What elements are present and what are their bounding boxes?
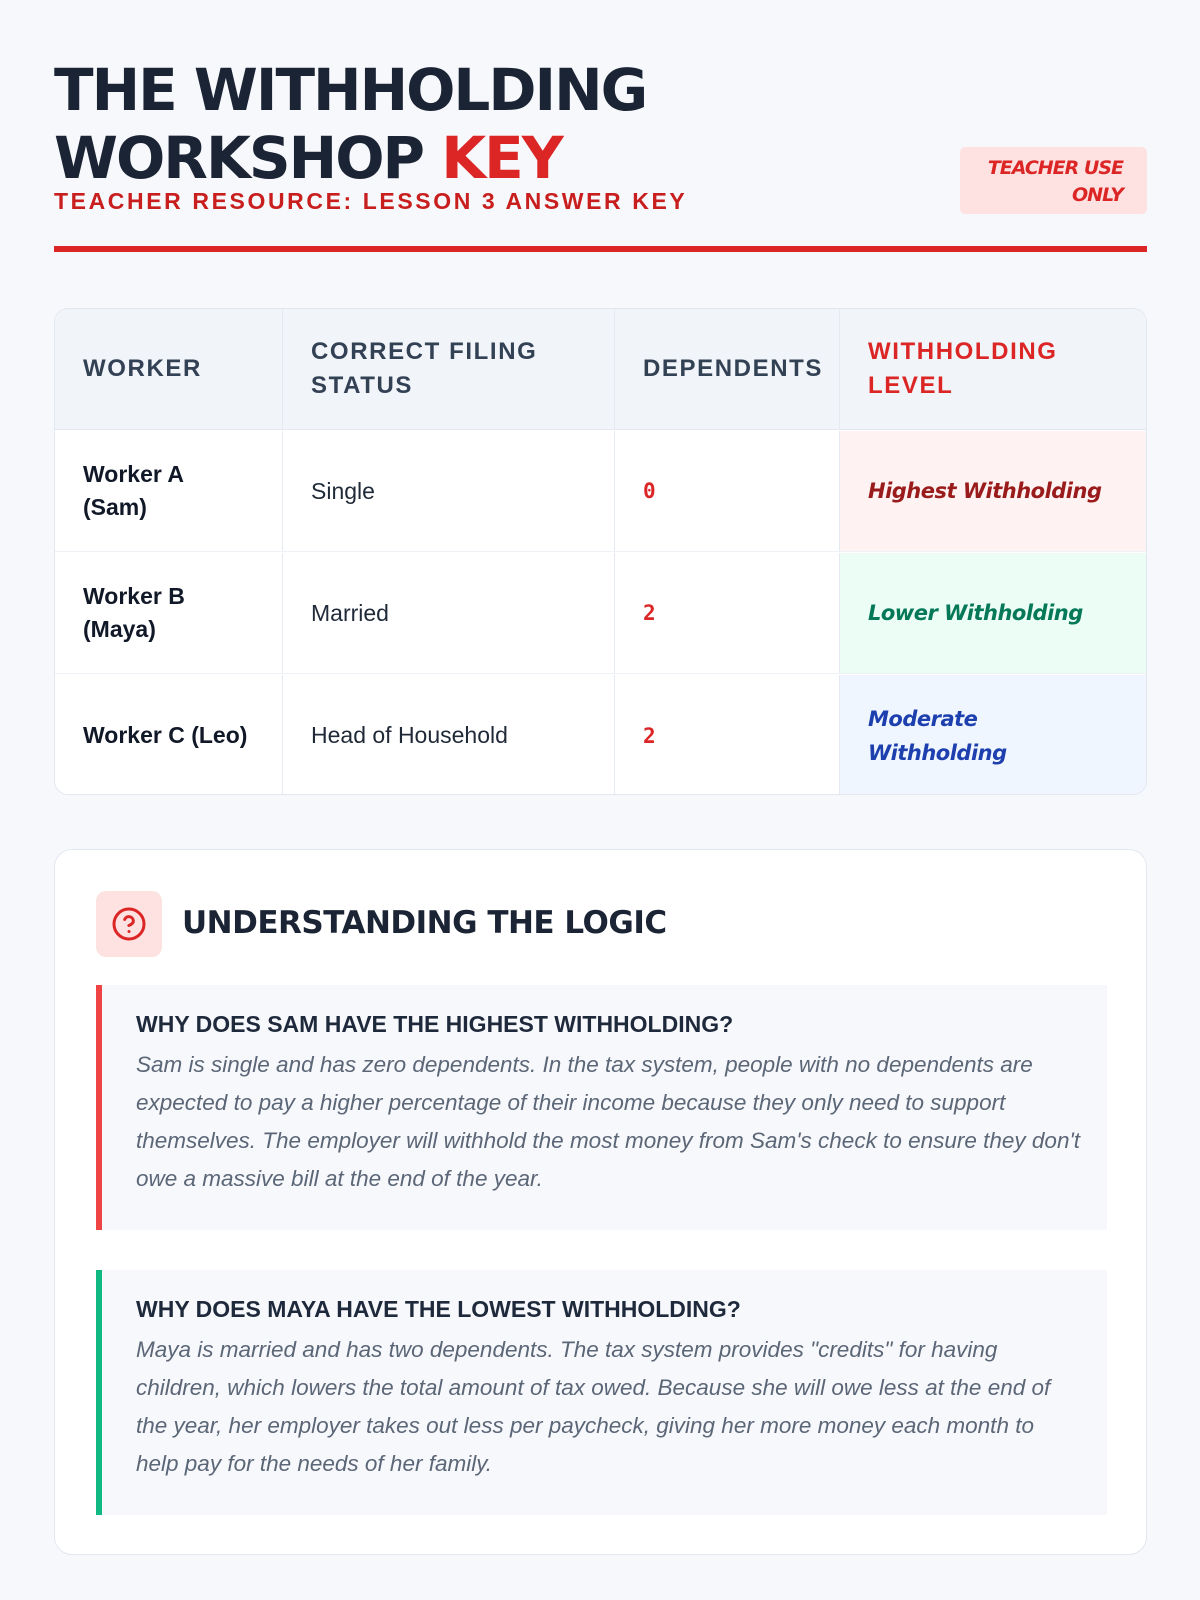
header-worker: WORKER [55,309,283,429]
table-row [55,553,1146,674]
title-line-2: WORKSHOP [54,124,424,192]
header-divider [54,246,1147,252]
withholding-level-line-1: Moderate [868,706,978,731]
header-dependents: DEPENDENTS [615,309,840,429]
explanation-question: WHY DOES SAM HAVE THE HIGHEST WITHHOLDING? [136,1011,734,1037]
dependents-count: 2 [615,675,840,795]
worker-name-line-2: (Maya) [83,616,156,642]
logic-title: UNDERSTANDING THE LOGIC [182,905,667,941]
table-row [55,675,1146,795]
explanation-answer: Maya is married and has two dependents. The tax system provides "credits" for having children, which lowers the total amount of tax owed. Because she will owe less at the end of the year, her employer takes out less per paycheck, giving her more money each month to help pay for the needs of her family. [136,1337,1051,1476]
dependents-count: 2 [615,553,840,673]
badge-line-2: ONLY [1072,184,1123,206]
header [54,0,1147,254]
explanation-question: WHY DOES MAYA HAVE THE LOWEST WITHHOLDING? [136,1296,741,1322]
explanation-block-maya [96,1270,1107,1515]
teacher-use-badge [960,147,1147,214]
page-subtitle: TEACHER RESOURCE: LESSON 3 ANSWER KEY [54,188,688,214]
worker-name [55,553,283,673]
dependents-count: 0 [615,431,840,551]
header-filing-status-line-2: STATUS [311,372,414,399]
withholding-level: Highest Withholding [840,431,1146,551]
header-withholding-line-1: WITHHOLDING [868,338,1058,365]
page-title [54,56,646,192]
badge-line-1: TEACHER USE [987,157,1123,179]
worker-name-line-2: (Sam) [83,494,147,520]
table-row [55,431,1146,552]
logic-section [54,849,1147,1555]
title-accent-key: KEY [441,124,562,192]
header-withholding-line-2: LEVEL [868,372,954,399]
title-line-1: THE WITHHOLDING [54,56,647,124]
withholding-level-line-2: Withholding [868,740,1007,765]
filing-status: Married [283,553,615,673]
withholding-level: Lower Withholding [840,553,1146,673]
answer-table [54,308,1147,795]
question-circle-icon [96,891,162,957]
explanation-answer: Sam is single and has zero dependents. In the tax system, people with no dependents are expected to pay a higher percentage of their income because they only need to support themselves. The employer will withhold the most money from Sam's check to ensure they don't owe a massive bill at the end of the year. [136,1052,1081,1191]
worker-name [55,431,283,551]
filing-status: Head of Household [283,675,615,795]
withholding-level [840,675,1146,795]
header-filing-status-line-1: CORRECT FILING [311,338,538,365]
table-header-row [55,309,1146,430]
header-filing-status [283,309,615,429]
answer-key-page [54,0,1147,1476]
filing-status: Single [283,431,615,551]
worker-name: Worker C (Leo) [55,675,283,795]
header-withholding-level [840,309,1146,429]
worker-name-line-1: Worker A [83,461,184,487]
explanation-block-sam [96,985,1107,1230]
worker-name-line-1: Worker B [83,583,185,609]
